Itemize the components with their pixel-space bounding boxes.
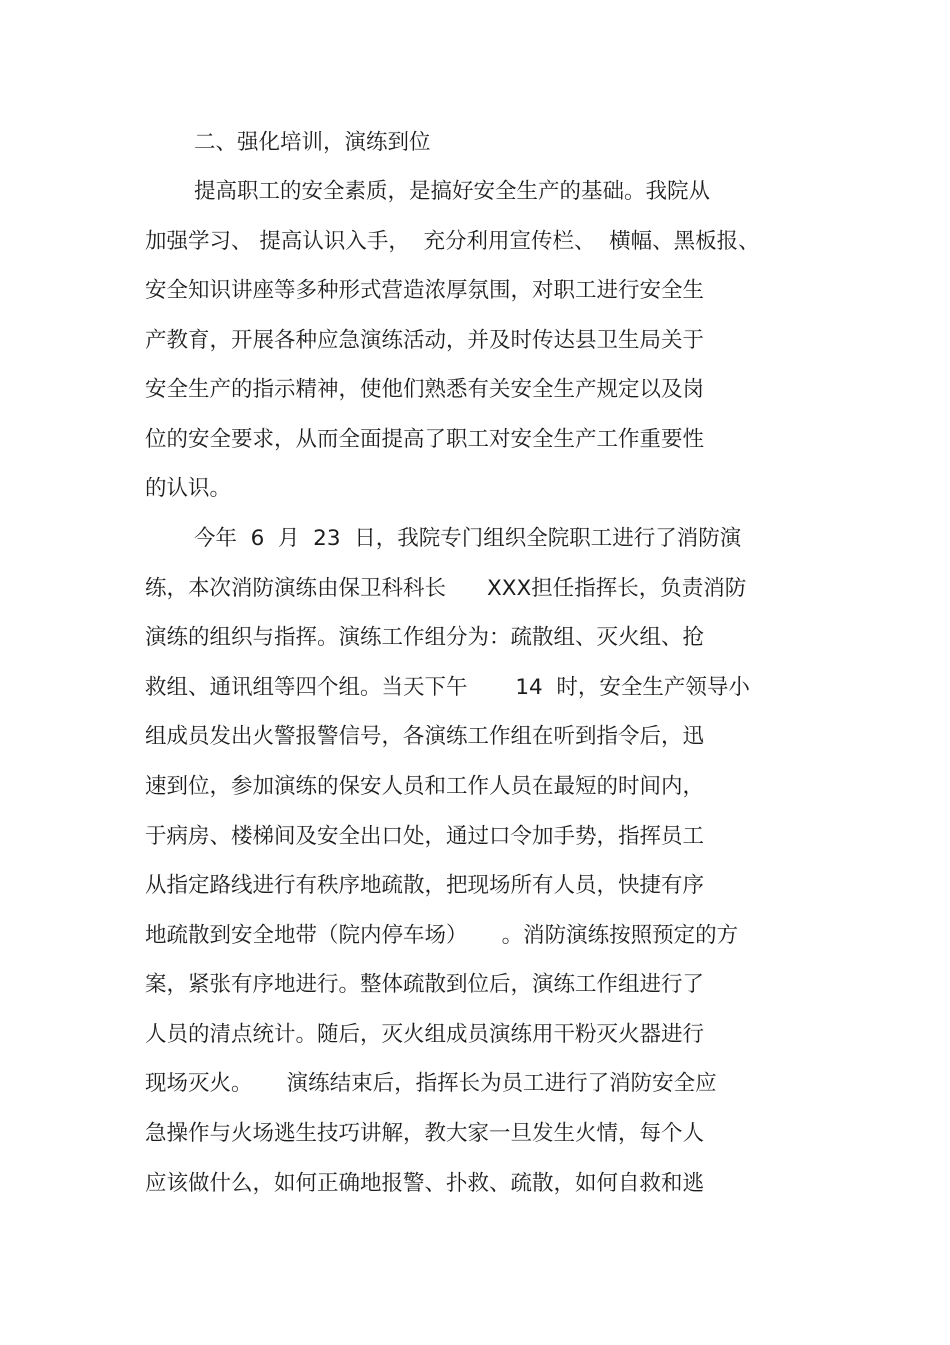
text-line: 应该做什么，如何正确地报警、扑救、疏散，如何自救和逃 xyxy=(145,1171,705,1196)
text-line: 今年 6 月 23 日，我院专门组织全院职工进行了消防演 xyxy=(194,526,742,551)
text-line: 案，紧张有序地进行。整体疏散到位后，演练工作组进行了 xyxy=(145,972,705,997)
section-heading: 二、强化培训，演练到位 xyxy=(194,130,431,155)
text-line: 从指定路线进行有秩序地疏散，把现场所有人员，快捷有序 xyxy=(145,873,705,898)
text-line: 产教育，开展各种应急演练活动，并及时传达县卫生局关于 xyxy=(145,328,705,353)
text-line: 速到位，参加演练的保安人员和工作人员在最短的时间内， xyxy=(145,774,705,799)
text-line: 的认识。 xyxy=(145,476,232,501)
text-line: 急操作与火场逃生技巧讲解，教大家一旦发生火情，每个人 xyxy=(145,1121,705,1146)
text-line: 人员的清点统计。随后，灭火组成员演练用干粉灭火器进行 xyxy=(145,1022,705,1047)
text-line: 于病房、楼梯间及安全出口处，通过口令加手势，指挥员工 xyxy=(145,824,705,849)
text-line: 救组、通讯组等四个组。当天下午 14 时，安全生产领导小 xyxy=(145,675,750,700)
text-line: 组成员发出火警报警信号，各演练工作组在听到指令后，迅 xyxy=(145,724,705,749)
text-line: 练，本次消防演练由保卫科科长 XXX担任指挥长，负责消防 xyxy=(145,576,747,601)
text-line: 地疏散到安全地带（院内停车场） 。消防演练按照预定的方 xyxy=(145,923,739,948)
text-line: 安全知识讲座等多种形式营造浓厚氛围，对职工进行安全生 xyxy=(145,278,705,303)
text-line: 加强学习、 提高认识入手， 充分利用宣传栏、 横幅、黑板报、 xyxy=(145,229,760,254)
text-line: 安全生产的指示精神，使他们熟悉有关安全生产规定以及岗 xyxy=(145,377,705,402)
text-line: 位的安全要求，从而全面提高了职工对安全生产工作重要性 xyxy=(145,427,705,452)
text-line: 现场灭火。 演练结束后，指挥长为员工进行了消防安全应 xyxy=(145,1071,717,1096)
text-line: 提高职工的安全素质，是搞好安全生产的基础。我院从 xyxy=(194,179,711,204)
text-line: 演练的组织与指挥。演练工作组分为：疏散组、灭火组、抢 xyxy=(145,625,705,650)
